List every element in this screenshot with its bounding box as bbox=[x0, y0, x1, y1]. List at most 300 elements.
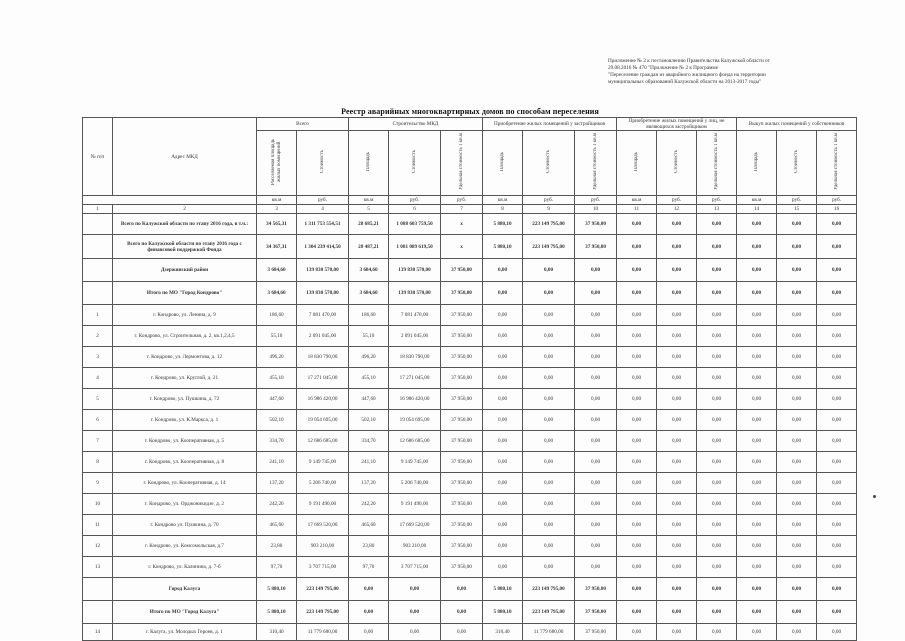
value-cell: 1 311 753 554,51 bbox=[297, 214, 349, 235]
value-cell: 0,00 bbox=[575, 557, 617, 578]
value-cell: 0,00 bbox=[523, 282, 575, 305]
value-cell: 0,00 bbox=[617, 389, 657, 410]
column-number-cell: 2 bbox=[113, 205, 257, 214]
value-cell: 0,00 bbox=[617, 410, 657, 431]
unit-cell: кв.м bbox=[257, 196, 297, 205]
table-row bbox=[83, 326, 857, 347]
value-cell: 0,00 bbox=[777, 452, 817, 473]
value-cell: 37 950,00 bbox=[575, 214, 617, 235]
value-cell: 28 487,21 bbox=[349, 235, 389, 259]
value-cell: 37 950,00 bbox=[441, 347, 483, 368]
col-header-sub-label: Площадь bbox=[633, 152, 639, 172]
value-cell: 0,00 bbox=[657, 431, 697, 452]
value-cell: 223 149 795,00 bbox=[523, 235, 575, 259]
value-cell: 0,00 bbox=[697, 214, 737, 235]
value-cell: 0,00 bbox=[617, 515, 657, 536]
header-row-groups bbox=[83, 118, 857, 131]
register-table bbox=[82, 117, 857, 641]
value-cell: 223 149 795,00 bbox=[297, 578, 349, 601]
value-cell: 0,00 bbox=[817, 368, 857, 389]
value-cell: 37 950,00 bbox=[441, 259, 483, 282]
value-cell: 0,00 bbox=[697, 326, 737, 347]
value-cell: 0,00 bbox=[523, 431, 575, 452]
col-header-sub-label: Стоимость bbox=[411, 150, 417, 174]
address-cell: Итого по МО "Город Кондрово" bbox=[113, 282, 257, 305]
value-cell: 0,00 bbox=[697, 494, 737, 515]
value-cell: 334,70 bbox=[349, 431, 389, 452]
value-cell: 3 684,60 bbox=[257, 259, 297, 282]
value-cell: 37 950,00 bbox=[575, 624, 617, 641]
value-cell: 17 669 520,00 bbox=[297, 515, 349, 536]
table-row bbox=[83, 601, 857, 624]
row-number-cell: 14 bbox=[83, 624, 113, 641]
value-cell: 37 950,00 bbox=[441, 536, 483, 557]
value-cell: 0,00 bbox=[817, 259, 857, 282]
value-cell: 0,00 bbox=[737, 389, 777, 410]
value-cell: 0,00 bbox=[483, 259, 523, 282]
row-number-cell: 3 bbox=[83, 347, 113, 368]
value-cell: 17 669 520,00 bbox=[389, 515, 441, 536]
table-row bbox=[83, 235, 857, 259]
value-cell: 0,00 bbox=[523, 515, 575, 536]
value-cell: 0,00 bbox=[657, 326, 697, 347]
value-cell: 37 950,00 bbox=[575, 235, 617, 259]
value-cell: 0,00 bbox=[817, 557, 857, 578]
appendix-note-line: "Переселение граждан из аварийного жилищного фонда на территории bbox=[608, 72, 766, 78]
address-cell: г. Кондрово, ул. Строительная, д. 2, кв.1,2,4,5 bbox=[113, 326, 257, 347]
value-cell: 903 210,00 bbox=[297, 536, 349, 557]
value-cell: 0,00 bbox=[817, 410, 857, 431]
column-number-cell: 13 bbox=[697, 205, 737, 214]
value-cell: 0,00 bbox=[737, 494, 777, 515]
value-cell: 0,00 bbox=[389, 578, 441, 601]
address-cell: Город Калуга bbox=[113, 578, 257, 601]
value-cell: 0,00 bbox=[349, 601, 389, 624]
unit-cell: руб. bbox=[523, 196, 575, 205]
value-cell: 0,00 bbox=[657, 368, 697, 389]
column-number-cell: 11 bbox=[617, 205, 657, 214]
value-cell: 0,00 bbox=[737, 410, 777, 431]
value-cell: 0,00 bbox=[697, 515, 737, 536]
column-number-cell: 3 bbox=[257, 205, 297, 214]
table-row bbox=[83, 410, 857, 431]
scan-dot bbox=[873, 495, 876, 498]
col-header-sub bbox=[575, 131, 617, 196]
value-cell: 0,00 bbox=[389, 601, 441, 624]
value-cell: 0,00 bbox=[617, 214, 657, 235]
value-cell: 0,00 bbox=[657, 305, 697, 326]
header-row-units bbox=[83, 196, 857, 205]
table-row bbox=[83, 473, 857, 494]
value-cell: 18 830 790,00 bbox=[389, 347, 441, 368]
value-cell: 502,10 bbox=[257, 410, 297, 431]
value-cell: 0,00 bbox=[697, 557, 737, 578]
appendix-note bbox=[608, 58, 838, 86]
value-cell: 0,00 bbox=[697, 473, 737, 494]
value-cell: 0,00 bbox=[657, 578, 697, 601]
address-cell: г. Кондрово, ул. Орджоникидзе, д. 2 bbox=[113, 494, 257, 515]
unit-cell: руб. bbox=[777, 196, 817, 205]
value-cell: 9 191 490,00 bbox=[297, 494, 349, 515]
value-cell: 0,00 bbox=[575, 368, 617, 389]
col-header-sub-label: Удельная стоимость 1 кв.м bbox=[833, 133, 839, 191]
row-number-cell bbox=[83, 282, 113, 305]
value-cell: 34 565,31 bbox=[257, 214, 297, 235]
value-cell: 0,00 bbox=[483, 452, 523, 473]
value-cell: 0,00 bbox=[657, 624, 697, 641]
value-cell: 0,00 bbox=[441, 624, 483, 641]
value-cell: 0,00 bbox=[737, 259, 777, 282]
value-cell: 37 950,00 bbox=[441, 410, 483, 431]
value-cell: 11 779 680,00 bbox=[523, 624, 575, 641]
value-cell: 17 271 045,00 bbox=[389, 368, 441, 389]
value-cell: 0,00 bbox=[817, 282, 857, 305]
value-cell: 5 880,10 bbox=[483, 214, 523, 235]
value-cell: 37 950,00 bbox=[441, 473, 483, 494]
col-header-sub bbox=[617, 131, 657, 196]
value-cell: 37 950,00 bbox=[441, 368, 483, 389]
value-cell: 0,00 bbox=[657, 515, 697, 536]
value-cell: 55,10 bbox=[257, 326, 297, 347]
value-cell: 0,00 bbox=[777, 431, 817, 452]
col-header-sub bbox=[817, 131, 857, 196]
value-cell: 0,00 bbox=[657, 389, 697, 410]
value-cell: 1 088 603 759,50 bbox=[389, 214, 441, 235]
value-cell: 0,00 bbox=[737, 235, 777, 259]
row-number-cell: 13 bbox=[83, 557, 113, 578]
value-cell: 0,00 bbox=[617, 305, 657, 326]
value-cell: 0,00 bbox=[617, 368, 657, 389]
value-cell: 455,10 bbox=[349, 368, 389, 389]
value-cell: 0,00 bbox=[657, 347, 697, 368]
value-cell: 447,60 bbox=[257, 389, 297, 410]
table-row bbox=[83, 557, 857, 578]
col-header-sub-label: Площадь bbox=[499, 152, 505, 172]
value-cell: 0,00 bbox=[483, 410, 523, 431]
value-cell: 11 779 680,00 bbox=[297, 624, 349, 641]
col-header-sub bbox=[657, 131, 697, 196]
group-header-construction: Строительство МКД bbox=[349, 118, 483, 131]
value-cell: 0,00 bbox=[777, 305, 817, 326]
value-cell: 5 206 740,00 bbox=[297, 473, 349, 494]
value-cell: 0,00 bbox=[697, 536, 737, 557]
col-header-sub-label: Расселяемая площадь жилых помещений bbox=[270, 138, 282, 186]
value-cell: 0,00 bbox=[737, 601, 777, 624]
row-number-cell: 6 bbox=[83, 410, 113, 431]
value-cell: 0,00 bbox=[777, 557, 817, 578]
value-cell: 19 054 695,00 bbox=[389, 410, 441, 431]
column-number-cell: 12 bbox=[657, 205, 697, 214]
col-header-sub-label: Удельная стоимость 1 кв.м bbox=[592, 133, 598, 191]
col-header-sub bbox=[737, 131, 777, 196]
value-cell: 0,00 bbox=[575, 536, 617, 557]
value-cell: 0,00 bbox=[777, 494, 817, 515]
row-number-cell bbox=[83, 259, 113, 282]
value-cell: 5 206 740,00 bbox=[389, 473, 441, 494]
col-header-no: № п/п bbox=[83, 118, 113, 196]
row-number-cell: 2 bbox=[83, 326, 113, 347]
value-cell: 5 880,10 bbox=[483, 235, 523, 259]
value-cell: 223 149 795,00 bbox=[297, 601, 349, 624]
row-number-cell: 4 bbox=[83, 368, 113, 389]
value-cell: 0,00 bbox=[697, 305, 737, 326]
address-cell: г. Кондрово, ул. К.Маркса, д. 1 bbox=[113, 410, 257, 431]
appendix-note-line: 29.08.2016 № 470 "Приложение № 2 к Программе bbox=[608, 65, 719, 71]
header-row-numbers bbox=[83, 205, 857, 214]
value-cell: 0,00 bbox=[777, 368, 817, 389]
value-cell: 0,00 bbox=[657, 259, 697, 282]
value-cell: 37 950,00 bbox=[441, 326, 483, 347]
value-cell: 0,00 bbox=[737, 347, 777, 368]
value-cell: 0,00 bbox=[617, 452, 657, 473]
value-cell: 0,00 bbox=[777, 214, 817, 235]
value-cell: 3 684,60 bbox=[257, 282, 297, 305]
value-cell: 0,00 bbox=[777, 601, 817, 624]
address-cell: г. Кондрово, ул. Калинина, д. 7-б bbox=[113, 557, 257, 578]
group-header-non-developers: Приобретение жилых помещений у лиц, не являющихся застройщиком bbox=[617, 118, 737, 131]
value-cell: 0,00 bbox=[657, 557, 697, 578]
value-cell: 0,00 bbox=[777, 536, 817, 557]
value-cell: 5 880,10 bbox=[257, 578, 297, 601]
unit-cell: руб. bbox=[441, 196, 483, 205]
unit-cell: кв.м bbox=[483, 196, 523, 205]
address-cell: Всего по Калужской области по этапу 2016 года с финансовой поддержкой Фонда bbox=[113, 235, 257, 259]
row-number-cell: 12 bbox=[83, 536, 113, 557]
value-cell: 139 830 570,00 bbox=[297, 259, 349, 282]
value-cell: 0,00 bbox=[483, 515, 523, 536]
table-row bbox=[83, 389, 857, 410]
value-cell: 0,00 bbox=[657, 601, 697, 624]
address-cell: г. Кондрово ул. Пушкина, д. 70 bbox=[113, 515, 257, 536]
column-number-cell: 16 bbox=[817, 205, 857, 214]
value-cell: 0,00 bbox=[657, 536, 697, 557]
value-cell: 0,00 bbox=[737, 214, 777, 235]
value-cell: 9 149 745,00 bbox=[389, 452, 441, 473]
value-cell: 3 684,60 bbox=[349, 282, 389, 305]
unit-cell: руб. bbox=[697, 196, 737, 205]
value-cell: 0,00 bbox=[657, 494, 697, 515]
value-cell: 0,00 bbox=[697, 601, 737, 624]
value-cell: 37 950,00 bbox=[441, 452, 483, 473]
value-cell: 12 686 685,00 bbox=[297, 431, 349, 452]
col-header-sub-label: Удельная стоимость 1 кв.м bbox=[458, 133, 464, 191]
value-cell: 1 081 089 619,50 bbox=[389, 235, 441, 259]
value-cell: 16 986 420,00 bbox=[297, 389, 349, 410]
value-cell: 37 950,00 bbox=[441, 389, 483, 410]
value-cell: 3 707 715,00 bbox=[297, 557, 349, 578]
value-cell: 0,00 bbox=[617, 473, 657, 494]
register-title: Реестр аварийных многоквартирных домов по способам переселения bbox=[341, 107, 599, 116]
value-cell: 0,00 bbox=[777, 235, 817, 259]
value-cell: 37 950,00 bbox=[575, 601, 617, 624]
value-cell: 0,00 bbox=[617, 601, 657, 624]
value-cell: 16 986 420,00 bbox=[389, 389, 441, 410]
value-cell: 0,00 bbox=[817, 347, 857, 368]
value-cell: 12 686 685,00 bbox=[389, 431, 441, 452]
value-cell: 465,60 bbox=[349, 515, 389, 536]
value-cell: 7 081 470,00 bbox=[389, 305, 441, 326]
value-cell: 37 950,00 bbox=[441, 282, 483, 305]
address-cell: г. Кондрово, ул. Лермонтова, д. 12 bbox=[113, 347, 257, 368]
address-cell: г. Кондрово, ул. Ленина, д. 9 bbox=[113, 305, 257, 326]
value-cell: 903 210,00 bbox=[389, 536, 441, 557]
value-cell: 0,00 bbox=[523, 368, 575, 389]
column-number-cell: 8 bbox=[483, 205, 523, 214]
value-cell: 465,60 bbox=[257, 515, 297, 536]
value-cell: 0,00 bbox=[697, 368, 737, 389]
value-cell: 0,00 bbox=[617, 557, 657, 578]
value-cell: 0,00 bbox=[575, 326, 617, 347]
value-cell: 0,00 bbox=[483, 368, 523, 389]
value-cell: 37 950,00 bbox=[441, 557, 483, 578]
table-row bbox=[83, 578, 857, 601]
value-cell: 0,00 bbox=[697, 259, 737, 282]
table-row bbox=[83, 259, 857, 282]
col-header-sub bbox=[441, 131, 483, 196]
value-cell: 0,00 bbox=[817, 452, 857, 473]
column-number-cell: 10 bbox=[575, 205, 617, 214]
value-cell: 0,00 bbox=[657, 235, 697, 259]
table-row bbox=[83, 624, 857, 641]
value-cell: 0,00 bbox=[657, 410, 697, 431]
value-cell: 0,00 bbox=[575, 431, 617, 452]
value-cell: 0,00 bbox=[523, 389, 575, 410]
table-row bbox=[83, 536, 857, 557]
value-cell: 0,00 bbox=[817, 601, 857, 624]
value-cell: 0,00 bbox=[349, 624, 389, 641]
value-cell: 0,00 bbox=[523, 347, 575, 368]
value-cell: 0,00 bbox=[617, 282, 657, 305]
value-cell: 3 707 715,00 bbox=[389, 557, 441, 578]
value-cell: 0,00 bbox=[441, 601, 483, 624]
value-cell: 241,10 bbox=[349, 452, 389, 473]
value-cell: 0,00 bbox=[523, 259, 575, 282]
value-cell: 496,20 bbox=[257, 347, 297, 368]
value-cell: 0,00 bbox=[617, 578, 657, 601]
value-cell: 242,20 bbox=[349, 494, 389, 515]
unit-cell: руб. bbox=[575, 196, 617, 205]
col-header-sub bbox=[777, 131, 817, 196]
value-cell: 0,00 bbox=[777, 515, 817, 536]
value-cell: 0,00 bbox=[575, 494, 617, 515]
value-cell: 0,00 bbox=[483, 536, 523, 557]
value-cell: 0,00 bbox=[617, 536, 657, 557]
value-cell: 0,00 bbox=[817, 515, 857, 536]
value-cell: 0,00 bbox=[617, 431, 657, 452]
unit-cell: кв.м bbox=[349, 196, 389, 205]
row-number-cell bbox=[83, 578, 113, 601]
value-cell: 455,10 bbox=[257, 368, 297, 389]
address-cell: г. Кондрово, ул. Кооперативная, д. 5 bbox=[113, 431, 257, 452]
column-number-cell: 1 bbox=[83, 205, 113, 214]
value-cell: 0,00 bbox=[737, 557, 777, 578]
value-cell: 0,00 bbox=[617, 326, 657, 347]
value-cell: 0,00 bbox=[617, 347, 657, 368]
value-cell: 0,00 bbox=[483, 305, 523, 326]
value-cell: 37 950,00 bbox=[441, 305, 483, 326]
column-number-cell: 4 bbox=[297, 205, 349, 214]
value-cell: 0,00 bbox=[697, 347, 737, 368]
value-cell: 0,00 bbox=[575, 515, 617, 536]
address-cell: г. Кондрово, ул. Комсомольская, д.7 bbox=[113, 536, 257, 557]
value-cell: 0,00 bbox=[575, 259, 617, 282]
value-cell: 0,00 bbox=[697, 431, 737, 452]
value-cell: 0,00 bbox=[737, 536, 777, 557]
value-cell: 0,00 bbox=[483, 557, 523, 578]
value-cell: 0,00 bbox=[575, 410, 617, 431]
value-cell: 0,00 bbox=[697, 578, 737, 601]
value-cell: 0,00 bbox=[777, 259, 817, 282]
value-cell: 0,00 bbox=[523, 473, 575, 494]
value-cell: 17 271 045,00 bbox=[297, 368, 349, 389]
value-cell: 0,00 bbox=[523, 557, 575, 578]
value-cell: 223 149 795,00 bbox=[523, 578, 575, 601]
value-cell: 0,00 bbox=[657, 473, 697, 494]
value-cell: 0,00 bbox=[575, 347, 617, 368]
group-header-total: Всего bbox=[257, 118, 349, 131]
value-cell: 2 091 045,00 bbox=[389, 326, 441, 347]
value-cell: 37 950,00 bbox=[441, 494, 483, 515]
table-row bbox=[83, 368, 857, 389]
address-cell: г. Кондрово, ул. Кооперативная, д. 8 bbox=[113, 452, 257, 473]
value-cell: 139 830 570,00 bbox=[389, 282, 441, 305]
value-cell: 0,00 bbox=[483, 494, 523, 515]
value-cell: 55,10 bbox=[349, 326, 389, 347]
table-row bbox=[83, 305, 857, 326]
row-number-cell: 1 bbox=[83, 305, 113, 326]
value-cell: 7 081 470,00 bbox=[297, 305, 349, 326]
row-number-cell: 5 bbox=[83, 389, 113, 410]
row-number-cell bbox=[83, 235, 113, 259]
value-cell: 0,00 bbox=[617, 624, 657, 641]
row-number-cell bbox=[83, 601, 113, 624]
col-header-address: Адрес МКД bbox=[113, 118, 257, 196]
value-cell: 0,00 bbox=[575, 282, 617, 305]
row-number-cell: 10 bbox=[83, 494, 113, 515]
column-number-cell: 7 bbox=[441, 205, 483, 214]
value-cell: 0,00 bbox=[697, 389, 737, 410]
column-number-cell: 9 bbox=[523, 205, 575, 214]
value-cell: 97,70 bbox=[349, 557, 389, 578]
address-cell: Всего по Калужской области по этапу 2016 года, в т.ч.: bbox=[113, 214, 257, 235]
address-cell: Дзержинский район bbox=[113, 259, 257, 282]
unit-cell: кв.м bbox=[617, 196, 657, 205]
value-cell: 0,00 bbox=[617, 494, 657, 515]
value-cell: 0,00 bbox=[817, 305, 857, 326]
row-number-cell bbox=[83, 214, 113, 235]
value-cell: 0,00 bbox=[523, 536, 575, 557]
value-cell: 0,00 bbox=[817, 214, 857, 235]
col-header-sub bbox=[389, 131, 441, 196]
table-row bbox=[83, 452, 857, 473]
value-cell: 0,00 bbox=[817, 578, 857, 601]
value-cell: 0,00 bbox=[817, 431, 857, 452]
value-cell: 0,00 bbox=[523, 326, 575, 347]
value-cell: 0,00 bbox=[657, 282, 697, 305]
value-cell: 0,00 bbox=[817, 473, 857, 494]
value-cell: 0,00 bbox=[483, 431, 523, 452]
value-cell: 37 950,00 bbox=[441, 431, 483, 452]
value-cell: 37 950,00 bbox=[575, 578, 617, 601]
table-row bbox=[83, 494, 857, 515]
value-cell: 97,70 bbox=[257, 557, 297, 578]
value-cell: 0,00 bbox=[575, 305, 617, 326]
value-cell: 0,00 bbox=[737, 624, 777, 641]
unit-cell: руб. bbox=[657, 196, 697, 205]
value-cell: 0,00 bbox=[483, 347, 523, 368]
value-cell: 0,00 bbox=[617, 235, 657, 259]
value-cell: 186,60 bbox=[349, 305, 389, 326]
